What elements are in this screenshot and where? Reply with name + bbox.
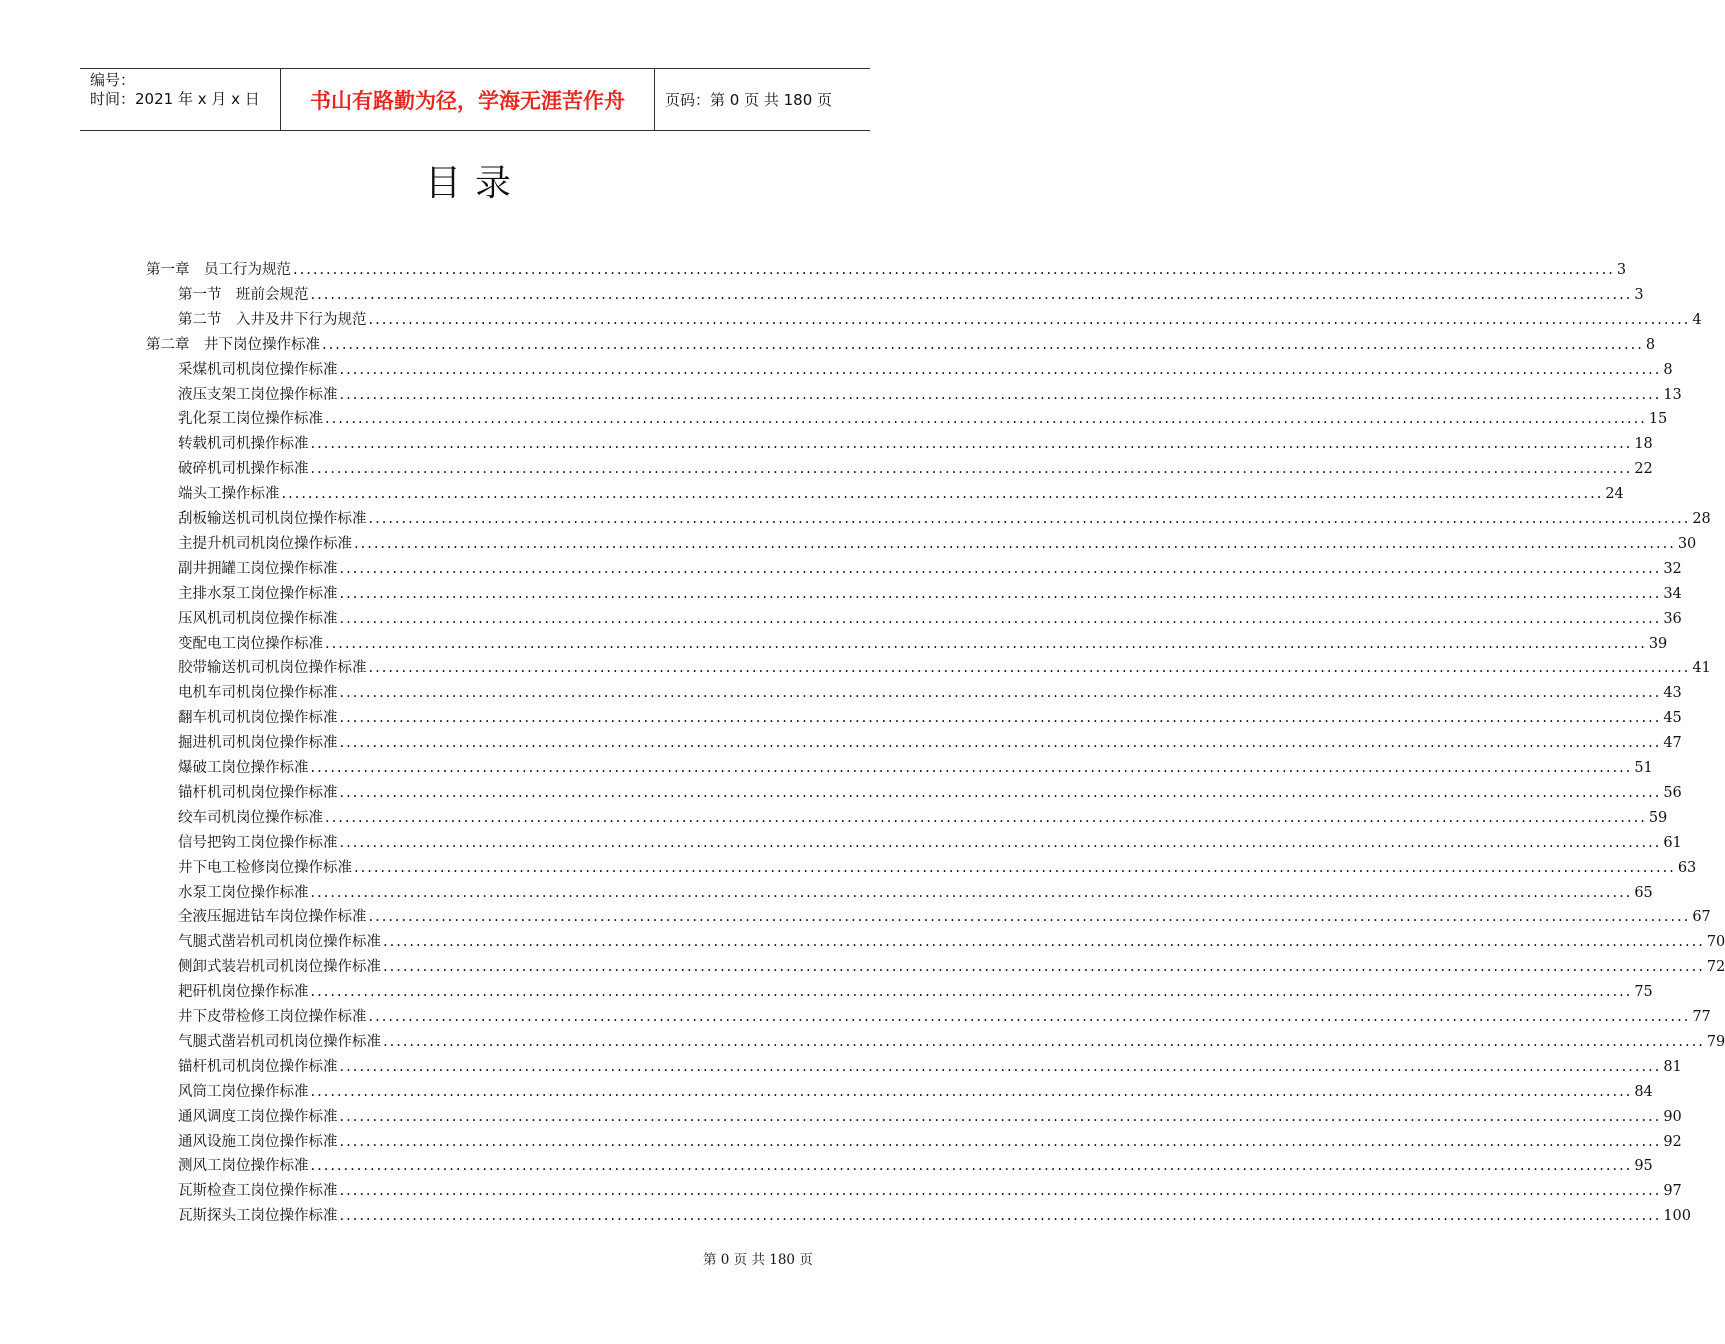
toc-entry-label: 风筒工岗位操作标准: [178, 1083, 309, 1100]
toc-entry-label: 通风设施工岗位操作标准: [178, 1133, 338, 1150]
toc-leader-dots: ........................................................................................................................................................................................................: [310, 1083, 1633, 1100]
toc-leader-dots: ........................................................................................................................................................................................................: [368, 511, 1691, 527]
header-motto: 书山有路勤为径，学海无涯苦作舟: [281, 69, 655, 130]
toc-leader-dots: ........................................................................................................................................................................................................: [339, 1133, 1662, 1150]
toc-leader-dots: ........................................................................................................................................................................................................: [339, 1108, 1662, 1125]
toc-entry-label: 翻车机司机岗位操作标准: [178, 710, 338, 727]
toc-leader-dots: ........................................................................................................................................................................................................: [339, 361, 1662, 378]
toc-entry[interactable]: [178, 828, 1682, 852]
toc-entry-label: 瓦斯检查工岗位操作标准: [178, 1183, 338, 1200]
toc-entry[interactable]: [178, 653, 1711, 677]
toc-leader-dots: ........................................................................................................................................................................................................: [310, 1158, 1633, 1175]
toc-entry[interactable]: [178, 728, 1682, 752]
toc-entry-label: 液压支架工岗位操作标准: [178, 386, 338, 403]
toc-entry-label: 采煤机司机岗位操作标准: [178, 361, 338, 378]
toc-leader-dots: ........................................................................................................................................................................................................: [339, 1208, 1662, 1225]
toc-entry-label: 变配电工岗位操作标准: [178, 635, 323, 652]
toc-entry-label: 锚杆机司机岗位操作标准: [178, 784, 338, 801]
toc-leader-dots: ........................................................................................................................................................................................................: [339, 1058, 1662, 1075]
toc-entry[interactable]: [178, 404, 1668, 428]
toc-entry-label: 主提升机司机岗位操作标准: [178, 535, 352, 552]
toc-entry-label: 锚杆机司机岗位操作标准: [178, 1058, 338, 1075]
toc-leader-dots: ........................................................................................................................................................................................................: [310, 884, 1633, 901]
toc-entry[interactable]: [178, 579, 1682, 603]
toc-leader-dots: ........................................................................................................................................................................................................: [339, 710, 1662, 727]
toc-entry-label: 转载机司机操作标准: [178, 436, 309, 453]
toc-entry[interactable]: [178, 1151, 1653, 1175]
toc-entry[interactable]: [178, 778, 1682, 802]
toc-entry-label: 爆破工岗位操作标准: [178, 760, 309, 776]
toc-entry-page: 34: [1663, 585, 1682, 602]
toc-entry-page: 90: [1663, 1108, 1682, 1125]
toc-entry-label: 第二节 入井及井下行为规范: [178, 311, 367, 328]
toc-entry-page: 4: [1692, 311, 1702, 328]
toc-entry[interactable]: [178, 429, 1653, 453]
toc-entry-page: 8: [1663, 361, 1673, 378]
toc-entry-page: 70: [1706, 934, 1725, 951]
toc-entry-label: 气腿式凿岩机司机岗位操作标准: [178, 934, 381, 951]
toc-leader-dots: ........................................................................................................................................................................................................: [310, 760, 1633, 776]
toc-entry-label: 主排水泵工岗位操作标准: [178, 585, 338, 602]
toc-entry-page: 56: [1663, 784, 1682, 801]
toc-entry-label: 第二章 井下岗位操作标准: [146, 336, 320, 353]
toc-entry-label: 水泵工岗位操作标准: [178, 884, 309, 901]
toc-entry-page: 61: [1663, 834, 1682, 851]
toc-entry[interactable]: [178, 305, 1702, 329]
toc-entry[interactable]: [178, 604, 1682, 628]
toc-entry-page: 36: [1663, 610, 1682, 627]
toc-entry[interactable]: [178, 529, 1697, 553]
toc-leader-dots: ........................................................................................................................................................................................................: [339, 386, 1662, 403]
toc-leader-dots: ........................................................................................................................................................................................................: [325, 411, 1647, 428]
toc-entry-page: 72: [1706, 959, 1725, 976]
header-page-info: 页码：第 0 页 共 180 页: [665, 91, 833, 109]
toc-entry-page: 15: [1648, 411, 1668, 428]
toc-entry-label: 绞车司机岗位操作标准: [178, 809, 323, 826]
page-title: 目录: [424, 163, 525, 204]
toc-entry-page: 63: [1677, 859, 1697, 876]
toc-entry[interactable]: [178, 927, 1725, 951]
toc-entry-label: 乳化泵工岗位操作标准: [178, 411, 323, 428]
toc-entry-page: 30: [1677, 535, 1697, 552]
toc-entry-label: 井下电工检修岗位操作标准: [178, 859, 352, 876]
toc-leader-dots: ........................................................................................................................................................................................................: [383, 1033, 1705, 1050]
toc-leader-dots: ........................................................................................................................................................................................................: [339, 1183, 1662, 1200]
toc-entry[interactable]: [178, 1176, 1682, 1200]
toc-entry-page: 41: [1692, 660, 1711, 677]
toc-entry-label: 通风调度工岗位操作标准: [178, 1108, 338, 1125]
toc-entry[interactable]: [178, 479, 1624, 503]
toc-entry-label: 端头工操作标准: [178, 486, 280, 503]
toc-leader-dots: ........................................................................................................................................................................................................: [293, 262, 1615, 278]
toc-entry-label: 副井拥罐工岗位操作标准: [178, 560, 338, 577]
toc-leader-dots: ........................................................................................................................................................................................................: [354, 859, 1676, 876]
toc-entry-label: 测风工岗位操作标准: [178, 1158, 309, 1175]
toc-leader-dots: ........................................................................................................................................................................................................: [368, 909, 1691, 926]
toc-leader-dots: ........................................................................................................................................................................................................: [310, 286, 1633, 303]
toc-leader-dots: ........................................................................................................................................................................................................: [339, 834, 1662, 851]
toc-entry-page: 47: [1663, 735, 1682, 752]
toc-entry-label: 瓦斯探头工岗位操作标准: [178, 1208, 338, 1225]
page-footer: 第 0 页 共 180 页: [703, 1252, 813, 1268]
toc-entry[interactable]: [178, 380, 1682, 404]
toc-leader-dots: ........................................................................................................................................................................................................: [368, 1009, 1691, 1025]
toc-entry-page: 65: [1634, 884, 1653, 901]
toc-entry[interactable]: [178, 1002, 1711, 1026]
toc-entry-page: 28: [1692, 511, 1711, 527]
toc-entry-page: 22: [1634, 461, 1653, 478]
toc-entry-page: 39: [1648, 635, 1668, 652]
toc-entry[interactable]: [178, 1027, 1725, 1051]
toc-entry-page: 81: [1663, 1058, 1682, 1075]
toc-leader-dots: ........................................................................................................................................................................................................: [339, 585, 1662, 602]
toc-entry[interactable]: [178, 1102, 1682, 1126]
document-number-label: 编号：: [90, 71, 136, 89]
toc-entry-page: 13: [1663, 386, 1682, 403]
toc-entry[interactable]: [178, 902, 1711, 926]
document-time-label: 时间：2021 年 x 月 x 日: [90, 90, 260, 108]
toc-entry-page: 100: [1663, 1208, 1692, 1225]
toc-entry[interactable]: [178, 952, 1725, 976]
toc-entry[interactable]: [178, 678, 1682, 702]
toc-leader-dots: ........................................................................................................................................................................................................: [310, 436, 1633, 453]
toc-entry-label: 信号把钩工岗位操作标准: [178, 834, 338, 851]
toc-entry-page: 24: [1605, 486, 1624, 503]
toc-entry[interactable]: [178, 853, 1697, 877]
toc-entry[interactable]: [178, 280, 1644, 304]
toc-entry-label: 电机车司机岗位操作标准: [178, 685, 338, 702]
toc-entry[interactable]: [178, 355, 1673, 379]
toc-leader-dots: ........................................................................................................................................................................................................: [281, 486, 1604, 503]
toc-entry[interactable]: [178, 703, 1682, 727]
toc-leader-dots: ........................................................................................................................................................................................................: [339, 685, 1662, 702]
toc-entry-page: 75: [1634, 984, 1653, 1001]
toc-entry-label: 侧卸式装岩机司机岗位操作标准: [178, 959, 381, 976]
toc-entry[interactable]: [178, 878, 1653, 902]
toc-leader-dots: ........................................................................................................................................................................................................: [322, 336, 1644, 353]
toc-entry[interactable]: [178, 803, 1668, 827]
toc-entry[interactable]: [178, 629, 1668, 653]
toc-leader-dots: ........................................................................................................................................................................................................: [368, 311, 1691, 328]
toc-entry-page: 77: [1692, 1009, 1711, 1025]
toc-entry-page: 45: [1663, 710, 1682, 727]
toc-entry-label: 第一节 班前会规范: [178, 286, 309, 303]
toc-entry[interactable]: [178, 554, 1682, 578]
toc-entry[interactable]: [178, 1052, 1682, 1076]
toc-entry-page: 95: [1634, 1158, 1653, 1175]
header-meta: [80, 69, 281, 130]
toc-entry[interactable]: [178, 977, 1653, 1001]
toc-leader-dots: ........................................................................................................................................................................................................: [310, 461, 1633, 478]
toc-entry-label: 压风机司机岗位操作标准: [178, 610, 338, 627]
toc-entry[interactable]: [146, 330, 1656, 354]
toc-entry-page: 84: [1634, 1083, 1653, 1100]
toc-entry-page: 67: [1692, 909, 1711, 926]
toc-entry[interactable]: [178, 454, 1653, 478]
toc-leader-dots: ........................................................................................................................................................................................................: [339, 784, 1662, 801]
toc-leader-dots: ........................................................................................................................................................................................................: [339, 735, 1662, 752]
toc-entry-page: 3: [1634, 286, 1644, 303]
toc-entry-label: 全液压掘进钻车岗位操作标准: [178, 909, 367, 926]
toc-entry-label: 井下皮带检修工岗位操作标准: [178, 1009, 367, 1025]
toc-entry-page: 32: [1663, 560, 1682, 577]
toc-entry-label: 破碎机司机操作标准: [178, 461, 309, 478]
toc-leader-dots: ........................................................................................................................................................................................................: [339, 560, 1662, 577]
toc-entry-label: 胶带输送机司机岗位操作标准: [178, 660, 367, 677]
toc-entry[interactable]: [178, 1127, 1682, 1151]
toc-entry-page: 92: [1663, 1133, 1682, 1150]
toc-leader-dots: ........................................................................................................................................................................................................: [339, 610, 1662, 627]
toc-entry-label: 刮板输送机司机岗位操作标准: [178, 511, 367, 527]
toc-entry-page: 51: [1634, 760, 1653, 776]
toc-entry-page: 18: [1634, 436, 1653, 453]
toc-entry-page: 97: [1663, 1183, 1682, 1200]
toc-entry-label: 耙矸机岗位操作标准: [178, 984, 309, 1001]
page-header: [80, 68, 870, 131]
toc-leader-dots: ........................................................................................................................................................................................................: [354, 535, 1676, 552]
toc-leader-dots: ........................................................................................................................................................................................................: [368, 660, 1691, 677]
toc-entry-page: 79: [1706, 1033, 1725, 1050]
toc-entry-label: 气腿式凿岩机司机岗位操作标准: [178, 1033, 381, 1050]
toc-leader-dots: ........................................................................................................................................................................................................: [383, 934, 1705, 951]
toc-entry-page: 43: [1663, 685, 1682, 702]
toc-leader-dots: ........................................................................................................................................................................................................: [325, 635, 1647, 652]
toc-entry-page: 59: [1648, 809, 1668, 826]
toc-leader-dots: ........................................................................................................................................................................................................: [383, 959, 1705, 976]
toc-entry-label: 掘进机司机岗位操作标准: [178, 735, 338, 752]
toc-entry[interactable]: [178, 1201, 1692, 1225]
toc-entry[interactable]: [178, 1077, 1653, 1101]
toc-entry[interactable]: [178, 753, 1653, 777]
toc-entry[interactable]: [146, 255, 1627, 279]
toc-entry[interactable]: [178, 504, 1711, 528]
toc-entry-label: 第一章 员工行为规范: [146, 262, 291, 278]
toc-leader-dots: ........................................................................................................................................................................................................: [310, 984, 1633, 1001]
toc-leader-dots: ........................................................................................................................................................................................................: [325, 809, 1647, 826]
toc-entry-page: 8: [1645, 336, 1656, 353]
toc-entry-page: 3: [1616, 262, 1627, 278]
